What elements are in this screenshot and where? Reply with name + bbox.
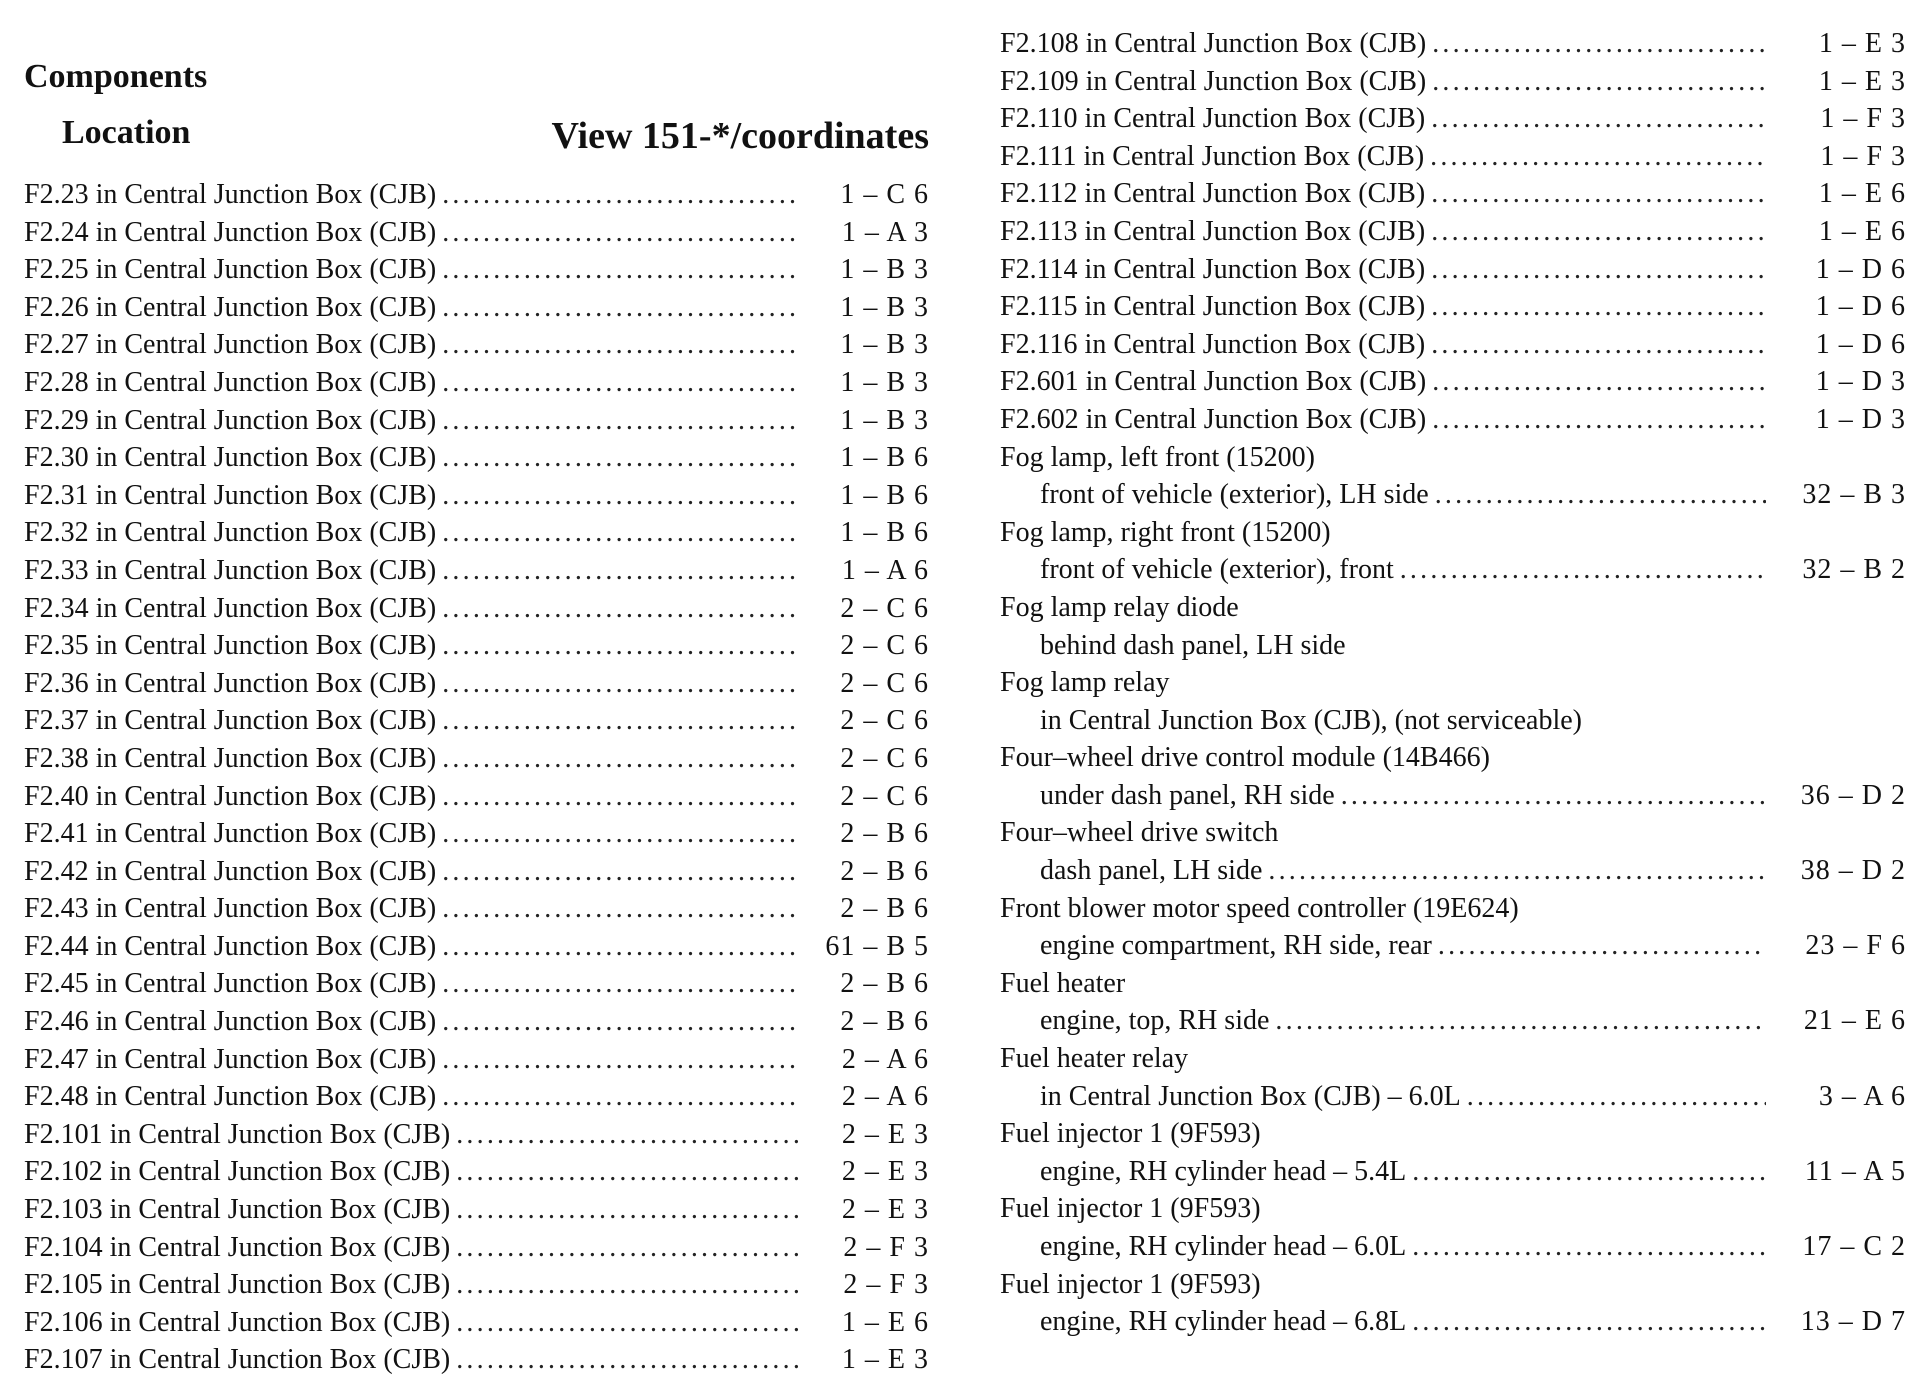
dot-leader [442, 477, 801, 515]
entry-view-coordinate: 32 – B 3 [1802, 479, 1906, 511]
entry-location-text: behind dash panel, LH side [1040, 629, 1346, 661]
entry-view-coordinate: 2 – B 6 [840, 1006, 929, 1038]
entry-view-coordinate: 1 – B 6 [840, 442, 929, 474]
dot-leader [456, 1304, 801, 1342]
entry-view-coordinate: 1 – E 3 [1818, 28, 1906, 59]
dot-leader [442, 364, 801, 402]
entry-view-coordinate: 2 – C 6 [840, 630, 929, 662]
index-entry-row [24, 590, 929, 628]
entry-location-text: under dash panel, RH side [1040, 779, 1335, 811]
index-entry-row [24, 514, 929, 552]
entry-location-text: F2.34 in Central Junction Box (CJB) [24, 592, 437, 624]
index-entry-row [24, 815, 929, 853]
dot-leader [442, 853, 801, 891]
entry-location-text: F2.44 in Central Junction Box (CJB) [24, 930, 437, 962]
entry-location-text: F2.23 in Central Junction Box (CJB) [24, 179, 437, 210]
entry-location-text: Fuel heater [1000, 967, 1126, 999]
index-entry-row [24, 1003, 929, 1041]
entry-location-text: Front blower motor speed controller (19E624) [1000, 892, 1519, 924]
entry-view-coordinate: 1 – E 6 [841, 1306, 929, 1338]
index-entry-row [24, 740, 929, 778]
entry-location-text: F2.103 in Central Junction Box (CJB) [24, 1194, 451, 1226]
index-entry-row [1000, 1153, 1906, 1191]
entry-location-text: front of vehicle (exterior), front [1040, 554, 1394, 586]
dot-leader [1431, 175, 1766, 213]
dot-leader [1438, 927, 1766, 965]
dot-leader [442, 439, 801, 477]
index-entry-row [1000, 63, 1906, 101]
entry-view-coordinate: 1 – E 6 [1818, 215, 1906, 247]
dot-leader [456, 1266, 801, 1304]
index-entry-row [24, 702, 929, 740]
entry-view-coordinate: 32 – B 2 [1802, 554, 1906, 586]
index-entry-row [1000, 401, 1906, 439]
entry-location-text: front of vehicle (exterior), LH side [1040, 479, 1429, 511]
dot-leader [456, 1341, 801, 1379]
entry-location-text: engine, top, RH side [1040, 1005, 1270, 1037]
index-entry-row [24, 853, 929, 891]
entry-location-text: F2.102 in Central Junction Box (CJB) [24, 1156, 451, 1188]
dot-leader [1430, 138, 1766, 176]
component-heading-row [1000, 1190, 1906, 1228]
entry-location-text: F2.31 in Central Junction Box (CJB) [24, 479, 437, 511]
entry-view-coordinate: 2 – A 6 [841, 1043, 929, 1075]
index-entry-row [24, 1041, 929, 1079]
component-heading-row [1000, 1040, 1906, 1078]
dot-leader [442, 590, 801, 628]
index-entry-row [1000, 326, 1906, 364]
dot-leader [442, 289, 801, 327]
index-entry-row [24, 439, 929, 477]
entry-view-coordinate: 1 – C 6 [840, 179, 929, 210]
entry-location-text: Fuel injector 1 (9F593) [1000, 1118, 1261, 1150]
index-entry-row [1000, 138, 1906, 176]
dot-leader [442, 176, 801, 214]
dot-leader [1431, 326, 1766, 364]
dot-leader [1467, 1078, 1766, 1116]
dot-leader [442, 1041, 801, 1079]
entry-location-text: F2.116 in Central Junction Box (CJB) [1000, 328, 1426, 360]
entry-view-coordinate: 2 – C 6 [840, 592, 929, 624]
dot-leader [442, 1078, 801, 1116]
entry-location-text: F2.24 in Central Junction Box (CJB) [24, 216, 437, 248]
index-entry-row [1000, 627, 1906, 665]
entry-location-text: Fuel heater relay [1000, 1043, 1189, 1075]
entry-view-coordinate: 1 – B 3 [840, 291, 929, 323]
index-entry-row [24, 665, 929, 703]
dot-leader [1412, 1153, 1766, 1191]
entry-location-text: F2.32 in Central Junction Box (CJB) [24, 517, 437, 549]
index-entry-row [24, 1116, 929, 1154]
entry-view-coordinate: 61 – B 5 [825, 930, 929, 962]
index-entry-row [24, 1153, 929, 1191]
dot-leader [1412, 1303, 1766, 1341]
dot-leader [442, 514, 801, 552]
component-heading-row [1000, 814, 1906, 852]
index-entry-row [1000, 288, 1906, 326]
index-entry-row [1000, 363, 1906, 401]
entry-view-coordinate: 2 – F 3 [843, 1269, 929, 1301]
entry-view-coordinate: 2 – B 6 [840, 893, 929, 925]
entry-location-text: F2.29 in Central Junction Box (CJB) [24, 404, 437, 436]
entry-view-coordinate: 2 – C 6 [840, 667, 929, 699]
entry-view-coordinate: 1 – D 3 [1815, 403, 1906, 435]
entry-location-text: F2.30 in Central Junction Box (CJB) [24, 442, 437, 474]
entry-view-coordinate: 1 – D 6 [1815, 291, 1906, 323]
entry-location-text: F2.111 in Central Junction Box (CJB) [1000, 140, 1425, 172]
dot-leader [442, 740, 801, 778]
index-entry-row [24, 928, 929, 966]
dot-leader [1431, 213, 1766, 251]
entry-location-text: F2.113 in Central Junction Box (CJB) [1000, 215, 1426, 247]
entry-view-coordinate: 1 – B 6 [840, 517, 929, 549]
dot-leader [456, 1191, 801, 1229]
dot-leader [442, 702, 801, 740]
index-entry-row [24, 364, 929, 402]
index-entry-row [24, 1229, 929, 1267]
index-entry-row [24, 1078, 929, 1116]
entry-view-coordinate: 2 – C 6 [840, 742, 929, 774]
component-heading-row [1000, 439, 1906, 477]
index-entry-row [24, 552, 929, 590]
entry-view-coordinate: 1 – A 6 [841, 554, 929, 586]
entry-view-coordinate: 1 – D 6 [1815, 253, 1906, 285]
dot-leader [442, 1003, 801, 1041]
dot-leader [456, 1153, 801, 1191]
component-heading-row [1000, 664, 1906, 702]
dot-leader [1431, 288, 1766, 326]
entry-view-coordinate: 1 – F 3 [1820, 140, 1906, 172]
entry-location-text: F2.601 in Central Junction Box (CJB) [1000, 366, 1427, 398]
entry-view-coordinate: 1 – D 6 [1815, 328, 1906, 360]
entry-location-text: F2.109 in Central Junction Box (CJB) [1000, 65, 1427, 97]
index-entry-row [24, 1304, 929, 1342]
entry-location-text: Four–wheel drive control module (14B466) [1000, 742, 1490, 774]
dot-leader [1435, 476, 1766, 514]
entry-location-text: F2.602 in Central Junction Box (CJB) [1000, 403, 1427, 435]
dot-leader [456, 1116, 801, 1154]
index-entry-row [24, 326, 929, 364]
entry-location-text: dash panel, LH side [1040, 855, 1263, 887]
entry-view-coordinate: 1 – F 3 [1820, 103, 1906, 135]
dot-leader [442, 928, 801, 966]
dot-leader [1400, 551, 1766, 589]
entry-view-coordinate: 2 – E 3 [841, 1118, 929, 1150]
index-entry-row [24, 214, 929, 252]
component-heading-row [1000, 1115, 1906, 1153]
right-entry-list [1000, 25, 1906, 1341]
index-entry-row [24, 251, 929, 289]
index-entry-row [1000, 476, 1906, 514]
entry-view-coordinate: 36 – D 2 [1800, 779, 1906, 811]
entry-location-text: F2.107 in Central Junction Box (CJB) [24, 1344, 451, 1376]
dot-leader [442, 214, 801, 252]
index-entry-row [1000, 251, 1906, 289]
entry-location-text: engine, RH cylinder head – 6.0L [1040, 1231, 1407, 1262]
entry-location-text: Fuel injector 1 (9F593) [1000, 1268, 1261, 1300]
entry-location-text: F2.40 in Central Junction Box (CJB) [24, 780, 437, 812]
entry-location-text: F2.33 in Central Junction Box (CJB) [24, 554, 437, 586]
entry-view-coordinate: 2 – C 6 [840, 705, 929, 737]
index-entry-row [1000, 777, 1906, 815]
index-entry-row [24, 890, 929, 928]
entry-view-coordinate: 1 – B 3 [840, 366, 929, 398]
view-coordinates-column-heading: View 151-*/coordinates [551, 115, 929, 157]
index-entry-row [24, 1341, 929, 1379]
entry-location-text: F2.46 in Central Junction Box (CJB) [24, 1006, 437, 1038]
entry-location-text: F2.35 in Central Junction Box (CJB) [24, 630, 437, 662]
entry-location-text: F2.47 in Central Junction Box (CJB) [24, 1043, 437, 1075]
location-column-heading: Location [62, 114, 191, 151]
entry-view-coordinate: 17 – C 2 [1802, 1231, 1906, 1262]
entry-location-text: engine, RH cylinder head – 6.8L [1040, 1306, 1407, 1338]
entry-location-text: F2.36 in Central Junction Box (CJB) [24, 667, 437, 699]
entry-view-coordinate: 2 – C 6 [840, 780, 929, 812]
component-heading-row [1000, 965, 1906, 1003]
entry-location-text: Fog lamp relay diode [1000, 591, 1239, 623]
entry-location-text: engine compartment, RH side, rear [1040, 930, 1432, 962]
dot-leader [1432, 363, 1766, 401]
entry-location-text: Four–wheel drive switch [1000, 817, 1279, 849]
index-entry-row [24, 402, 929, 440]
index-entry-row [1000, 927, 1906, 965]
dot-leader [442, 552, 801, 590]
dot-leader [1431, 251, 1766, 289]
entry-location-text: F2.43 in Central Junction Box (CJB) [24, 893, 437, 925]
entry-location-text: F2.26 in Central Junction Box (CJB) [24, 291, 437, 323]
entry-location-text: F2.28 in Central Junction Box (CJB) [24, 366, 437, 398]
left-entry-list [24, 176, 929, 1379]
entry-location-text: F2.112 in Central Junction Box (CJB) [1000, 178, 1426, 210]
index-entry-row [1000, 1078, 1906, 1116]
entry-view-coordinate: 3 – A 6 [1818, 1080, 1906, 1112]
entry-view-coordinate: 2 – E 3 [841, 1194, 929, 1226]
entry-view-coordinate: 11 – A 5 [1804, 1155, 1906, 1187]
dot-leader [442, 778, 801, 816]
component-heading-row [1000, 739, 1906, 777]
entry-view-coordinate: 1 – D 3 [1815, 366, 1906, 398]
entry-location-text: F2.115 in Central Junction Box (CJB) [1000, 291, 1426, 323]
index-entry-row [1000, 25, 1906, 63]
dot-leader [1412, 1228, 1766, 1266]
entry-view-coordinate: 38 – D 2 [1800, 855, 1906, 887]
entry-location-text: Fog lamp relay [1000, 667, 1170, 699]
index-entry-row [1000, 175, 1906, 213]
dot-leader [442, 251, 801, 289]
index-entry-row [1000, 551, 1906, 589]
entry-location-text: F2.38 in Central Junction Box (CJB) [24, 742, 437, 774]
entry-location-text: F2.108 in Central Junction Box (CJB) [1000, 28, 1427, 59]
entry-location-text: F2.114 in Central Junction Box (CJB) [1000, 253, 1426, 285]
entry-location-text: F2.37 in Central Junction Box (CJB) [24, 705, 437, 737]
entry-location-text: F2.48 in Central Junction Box (CJB) [24, 1081, 437, 1113]
section-title: Components [24, 58, 208, 95]
component-heading-row [1000, 514, 1906, 552]
dot-leader [1432, 63, 1766, 101]
dot-leader [442, 665, 801, 703]
entry-location-text: F2.41 in Central Junction Box (CJB) [24, 818, 437, 850]
index-entry-row [1000, 1303, 1906, 1341]
index-entry-row [24, 477, 929, 515]
entry-view-coordinate: 2 – B 6 [840, 818, 929, 850]
entry-location-text: F2.105 in Central Junction Box (CJB) [24, 1269, 451, 1301]
dot-leader [1432, 401, 1766, 439]
index-entry-row [1000, 702, 1906, 740]
entry-location-text: F2.25 in Central Junction Box (CJB) [24, 254, 437, 286]
index-entry-row [1000, 213, 1906, 251]
dot-leader [442, 402, 801, 440]
index-entry-row [24, 176, 929, 214]
index-entry-row [24, 627, 929, 665]
component-heading-row [1000, 1266, 1906, 1304]
component-heading-row [1000, 890, 1906, 928]
dot-leader [442, 965, 801, 1003]
index-entry-row [1000, 100, 1906, 138]
entry-location-text: Fog lamp, right front (15200) [1000, 516, 1331, 548]
entry-view-coordinate: 1 – A 3 [841, 216, 929, 248]
entry-view-coordinate: 2 – A 6 [841, 1081, 929, 1113]
entry-view-coordinate: 2 – B 6 [840, 968, 929, 1000]
entry-location-text: Fog lamp, left front (15200) [1000, 441, 1315, 473]
entry-view-coordinate: 1 – E 3 [1818, 65, 1906, 97]
index-entry-row [24, 289, 929, 327]
entry-location-text: F2.110 in Central Junction Box (CJB) [1000, 103, 1426, 135]
dot-leader [442, 326, 801, 364]
dot-leader [442, 815, 801, 853]
dot-leader [1268, 852, 1766, 890]
entry-location-text: F2.27 in Central Junction Box (CJB) [24, 329, 437, 361]
dot-leader [442, 627, 801, 665]
entry-location-text: F2.104 in Central Junction Box (CJB) [24, 1231, 451, 1263]
index-entry-row [1000, 1002, 1906, 1040]
entry-view-coordinate: 13 – D 7 [1800, 1306, 1906, 1338]
entry-view-coordinate: 1 – E 3 [841, 1344, 929, 1376]
entry-view-coordinate: 2 – F 3 [843, 1231, 929, 1263]
entry-location-text: engine, RH cylinder head – 5.4L [1040, 1155, 1407, 1187]
entry-view-coordinate: 2 – E 3 [841, 1156, 929, 1188]
dot-leader [1431, 100, 1766, 138]
entry-location-text: F2.101 in Central Junction Box (CJB) [24, 1118, 451, 1150]
entry-view-coordinate: 1 – B 3 [840, 404, 929, 436]
entry-location-text: F2.45 in Central Junction Box (CJB) [24, 968, 437, 1000]
entry-location-text: F2.42 in Central Junction Box (CJB) [24, 855, 437, 887]
dot-leader [1432, 25, 1766, 63]
entry-location-text: F2.106 in Central Junction Box (CJB) [24, 1306, 451, 1338]
entry-view-coordinate: 21 – E 6 [1803, 1005, 1906, 1037]
index-entry-row [24, 1191, 929, 1229]
dot-leader [1275, 1002, 1766, 1040]
component-heading-row [1000, 589, 1906, 627]
dot-leader [456, 1229, 801, 1267]
entry-view-coordinate: 1 – B 6 [840, 479, 929, 511]
dot-leader [1341, 777, 1766, 815]
entry-view-coordinate: 1 – E 6 [1818, 178, 1906, 210]
dot-leader [442, 890, 801, 928]
index-entry-row [1000, 852, 1906, 890]
entry-view-coordinate: 1 – B 3 [840, 329, 929, 361]
index-entry-row [24, 778, 929, 816]
index-entry-row [1000, 1228, 1906, 1266]
entry-location-text: in Central Junction Box (CJB), (not serviceable) [1040, 704, 1582, 736]
entry-view-coordinate: 1 – B 3 [840, 254, 929, 286]
entry-location-text: Fuel injector 1 (9F593) [1000, 1193, 1261, 1225]
entry-view-coordinate: 23 – F 6 [1805, 930, 1906, 962]
entry-view-coordinate: 2 – B 6 [840, 855, 929, 887]
index-entry-row [24, 965, 929, 1003]
index-entry-row [24, 1266, 929, 1304]
entry-location-text: in Central Junction Box (CJB) – 6.0L [1040, 1080, 1461, 1112]
